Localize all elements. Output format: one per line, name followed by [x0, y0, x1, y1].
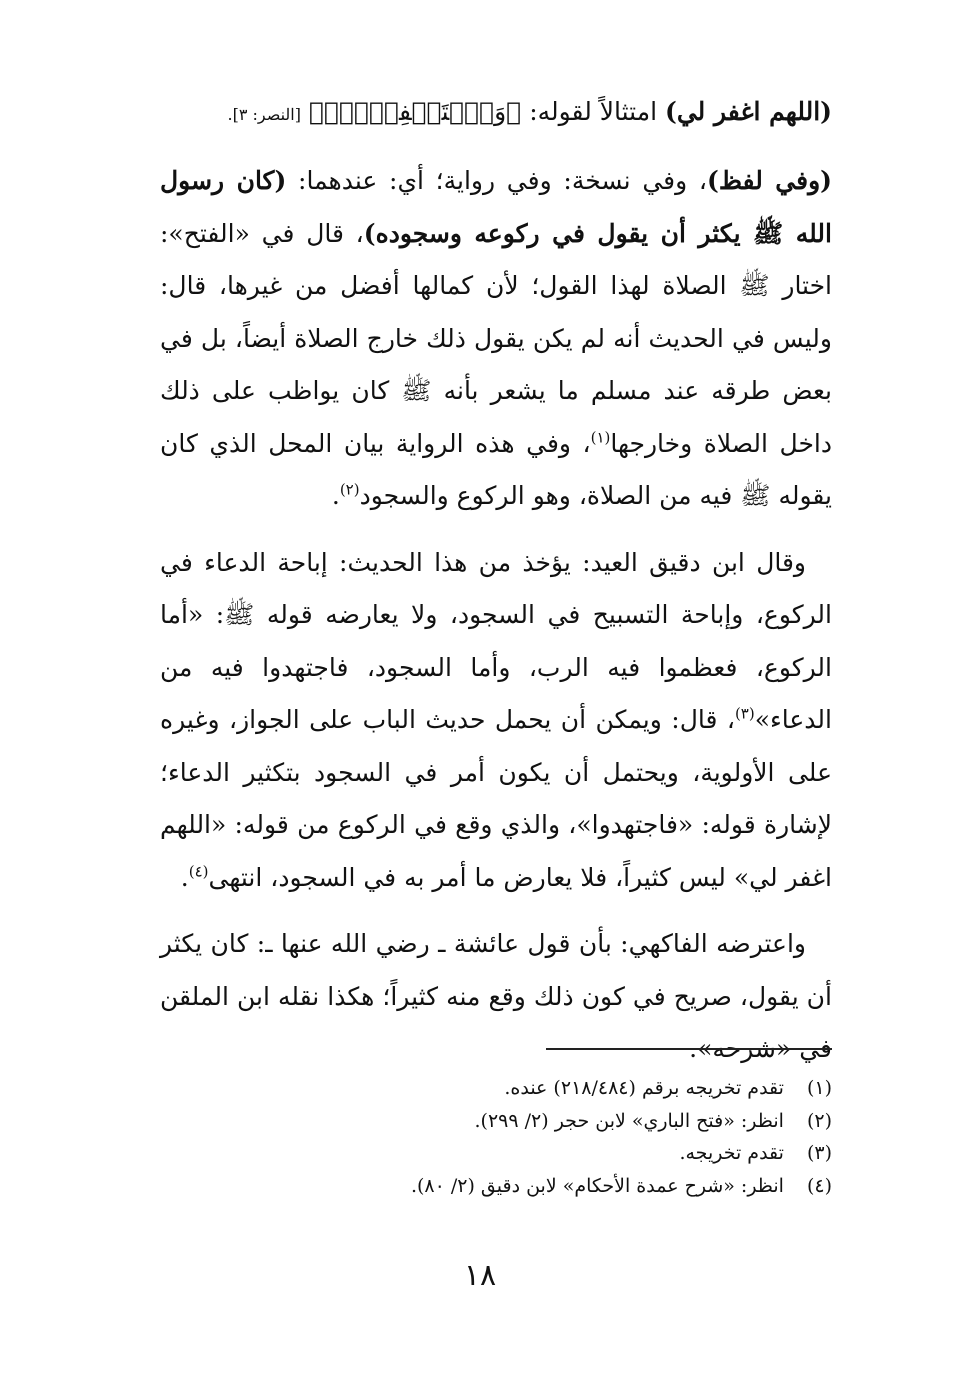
- p1-bold-open: (وفي لفظ): [707, 166, 832, 195]
- p1-end: .: [331, 481, 340, 510]
- footnote-divider: [546, 1048, 832, 1050]
- opening-text: امتثالاً لقوله: ﴿وَٱسۡتَغۡفِرۡهُۚ﴾: [308, 97, 658, 126]
- opening-bold: (اللهم اغفر لي): [665, 97, 832, 126]
- page-number: ١٨: [463, 1258, 497, 1293]
- footnote-ref-4[interactable]: (٤): [188, 862, 209, 881]
- p1-text-a: ، وفي نسخة: وفي رواية؛ أي: عندهما:: [298, 166, 707, 195]
- quran-reference: [النصر: ٣].: [227, 105, 301, 124]
- footnote-ref-3[interactable]: (٣): [734, 704, 755, 723]
- footnote-text: تقدم تخريجه.: [679, 1142, 784, 1164]
- p2-end: .: [180, 862, 189, 892]
- footnote-number: (٣): [806, 1142, 832, 1164]
- paragraph-3: [160, 918, 832, 1076]
- footnote-1: [160, 1072, 832, 1105]
- paragraph-1: [160, 155, 832, 523]
- footnote-text: تقدم تخريجه برقم (٢١٨/٤٨٤) عنده.: [504, 1077, 784, 1099]
- footnote-number: (٢): [806, 1109, 832, 1132]
- footnote-number: (١): [806, 1077, 832, 1099]
- footnotes: [160, 1072, 832, 1202]
- p2-text-b: ، قال: ويمكن أن يحمل حديث الباب على الجواز، وغيره على الأولوية، ويحتمل أن يكون أمر في السجود بتكثير الدعاء؛ لإشارة قوله: «فاجتهدوا»، والذي وقع في الركوع من قوله: «اللهم اغفر لي» ليس كثيراً، فلا يعارض ما أمر به في السجود، انتهى: [160, 705, 832, 892]
- paragraph-2: [160, 537, 832, 905]
- p1-text-c: ، قال في «الفتح»: اختار ﷺ الصلاة لهذا القول؛ لأن كمالها أفضل من غيرها، قال: وليس في الحديث أنه لم يكن يقول ذلك خارج الصلاة أيضاً، بل في بعض طرقه عند مسلم ما يشعر بأنه ﷺ كان يواظب على ذلك داخل الصلاة وخارجها: [160, 218, 832, 458]
- footnote-ref-2[interactable]: (٢): [339, 480, 360, 499]
- footnote-4: [160, 1170, 832, 1203]
- footnote-number: (٤): [806, 1174, 832, 1197]
- footnote-3: [160, 1137, 832, 1170]
- p3-text: واعترضه الفاكهي: بأن قول عائشة ـ رضي الله عنها ـ: كان يكثر أن يقول، صريح في كون ذلك وقع منه كثيراً؛ هكذا نقله ابن الملقن في «شرحه».: [160, 929, 832, 1063]
- footnote-ref-1[interactable]: (١): [590, 428, 611, 447]
- p1-text-d: ، وفي هذه الرواية بيان المحل الذي كان يقوله ﷺ فيه من الصلاة، وهو الركوع والسجود: [160, 428, 832, 510]
- opening-line: [160, 92, 832, 135]
- footnote-text: انظر: «شرح عمدة الأحكام» لابن دقيق (٢/ ٨٠).: [410, 1174, 784, 1197]
- footnote-2: [160, 1105, 832, 1138]
- footnote-text: انظر: «فتح الباري» لابن حجر (٢/ ٢٩٩).: [474, 1109, 784, 1132]
- p1-bold-hadith: (كان رسول الله ﷺ يكثر أن يقول في ركوعه وسجوده): [160, 166, 832, 248]
- p2-text-a: وقال ابن دقيق العيد: يؤخذ من هذا الحديث: إباحة الدعاء في الركوع، وإباحة التسبيح في السجود، ولا يعارضه قوله ﷺ: «أما الركوع، فعظموا فيه الرب، وأما السجود، فاجتهدوا فيه من الدعاء»: [160, 547, 832, 734]
